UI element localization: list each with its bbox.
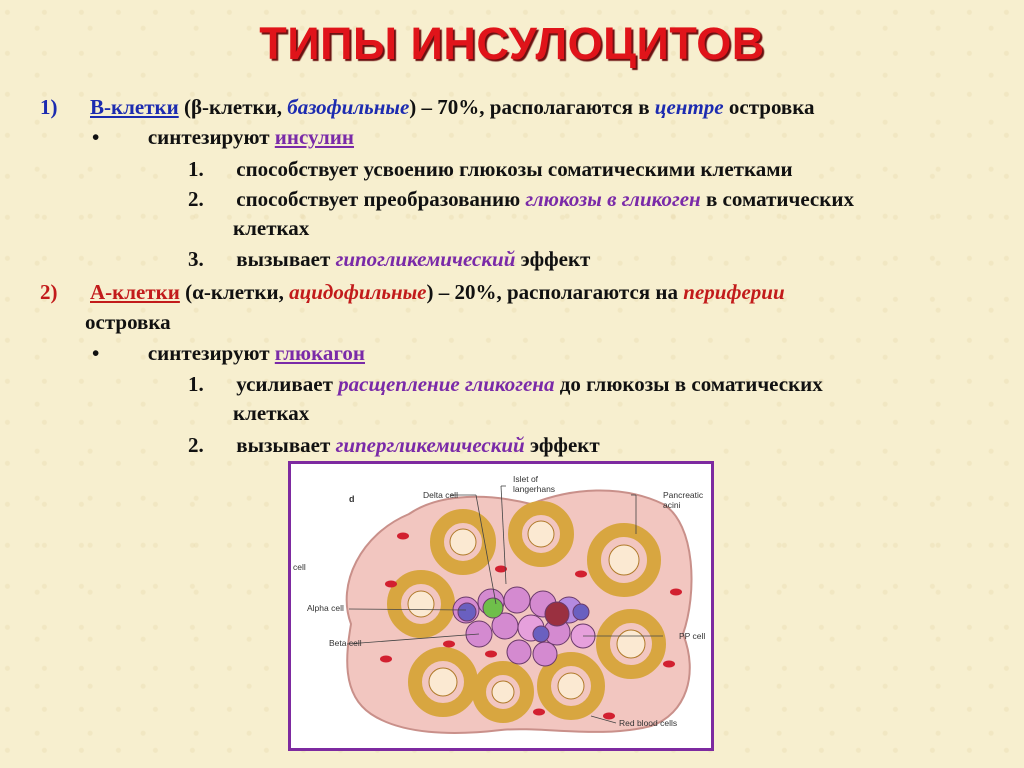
a-item-2: [188, 432, 600, 458]
b-center: центре: [654, 95, 724, 119]
a-item-1-em: расщепление гликогена: [338, 372, 555, 396]
b-after-paren: ) – 70%, располагаются в: [409, 95, 655, 119]
b-item-1: [188, 156, 793, 182]
islet-diagram: [288, 461, 714, 751]
a-item-2-em: гипергликемический: [335, 433, 525, 457]
b-item-3: [188, 246, 590, 272]
a-heading-cont: островка: [85, 310, 171, 334]
a-hormone: глюкагон: [274, 341, 365, 365]
b-item-3-pre: вызывает: [236, 247, 336, 271]
a-item-1-post: до глюкозы в соматических: [554, 372, 823, 396]
label-red-blood-cells: Red blood cells: [619, 718, 678, 728]
a-paren-open: (α-клетки,: [179, 280, 290, 304]
label-pancreatic-2: acini: [663, 500, 681, 510]
b-synth-prefix: синтезируют: [147, 125, 275, 149]
a-item-2-pre: вызывает: [236, 433, 336, 457]
label-islet-2: langerhans: [513, 484, 556, 494]
b-item-2-cont: клетках: [233, 216, 310, 240]
a-after-paren: ) – 20%, располагаются на: [426, 280, 684, 304]
a-item-1: [188, 371, 823, 397]
b-item-2-em: глюкозы в гликоген: [525, 187, 701, 211]
islet-illustration: [291, 464, 711, 748]
pp-cell-body: [545, 602, 569, 626]
label-islet-1: Islet of: [513, 474, 539, 484]
slide-title: ТИПЫ ИНСУЛОЦИТОВ: [259, 18, 765, 69]
label-pp-cell: PP cell: [679, 631, 706, 641]
b-synth-line: [92, 124, 354, 150]
a-synth-prefix: синтезируют: [147, 341, 275, 365]
b-item-1-text: способствует усвоению глюкозы соматическими клетками: [236, 157, 793, 181]
b-item-1-number: 1.: [188, 157, 204, 181]
a-item-1-number: 1.: [188, 372, 204, 396]
a-cells-heading: [40, 279, 785, 305]
b-section-number: 1): [40, 95, 58, 119]
label-cell: cell: [293, 562, 306, 572]
a-periphery: периферии: [683, 280, 785, 304]
b-item-2-pre: способствует преобразованию: [236, 187, 526, 211]
b-item-3-post: эффект: [515, 247, 591, 271]
bullet-icon: •: [92, 341, 100, 365]
a-synth-line: [92, 340, 365, 366]
label-beta-cell: Beta cell: [329, 638, 362, 648]
a-cell-name: А-клетки: [90, 280, 180, 304]
a-item-1-cont: клетках: [233, 401, 310, 425]
panel-letter: d: [349, 494, 355, 504]
a-item-2-number: 2.: [188, 433, 204, 457]
a-item-1-pre: усиливает: [236, 372, 339, 396]
b-item-3-em: гипогликемический: [335, 247, 516, 271]
b-item-2-number: 2.: [188, 187, 204, 211]
bullet-icon: •: [92, 125, 100, 149]
b-item-2-post: в соматических: [700, 187, 854, 211]
b-after-center: островка: [723, 95, 815, 119]
a-acidophil: ацидофильные: [289, 280, 427, 304]
label-delta-cell: Delta cell: [423, 490, 458, 500]
b-cell-name: В-клетки: [90, 95, 179, 119]
b-hormone: инсулин: [274, 125, 354, 149]
a-item-2-post: эффект: [524, 433, 600, 457]
a-section-number: 2): [40, 280, 58, 304]
label-alpha-cell: Alpha cell: [307, 603, 344, 613]
b-item-2: [188, 186, 854, 212]
b-item-3-number: 3.: [188, 247, 204, 271]
b-basophil: базофильные: [287, 95, 410, 119]
label-pancreatic-1: Pancreatic: [663, 490, 704, 500]
b-cells-heading: [40, 94, 815, 120]
delta-cell: [483, 598, 503, 618]
b-paren-open: (β-клетки,: [178, 95, 288, 119]
